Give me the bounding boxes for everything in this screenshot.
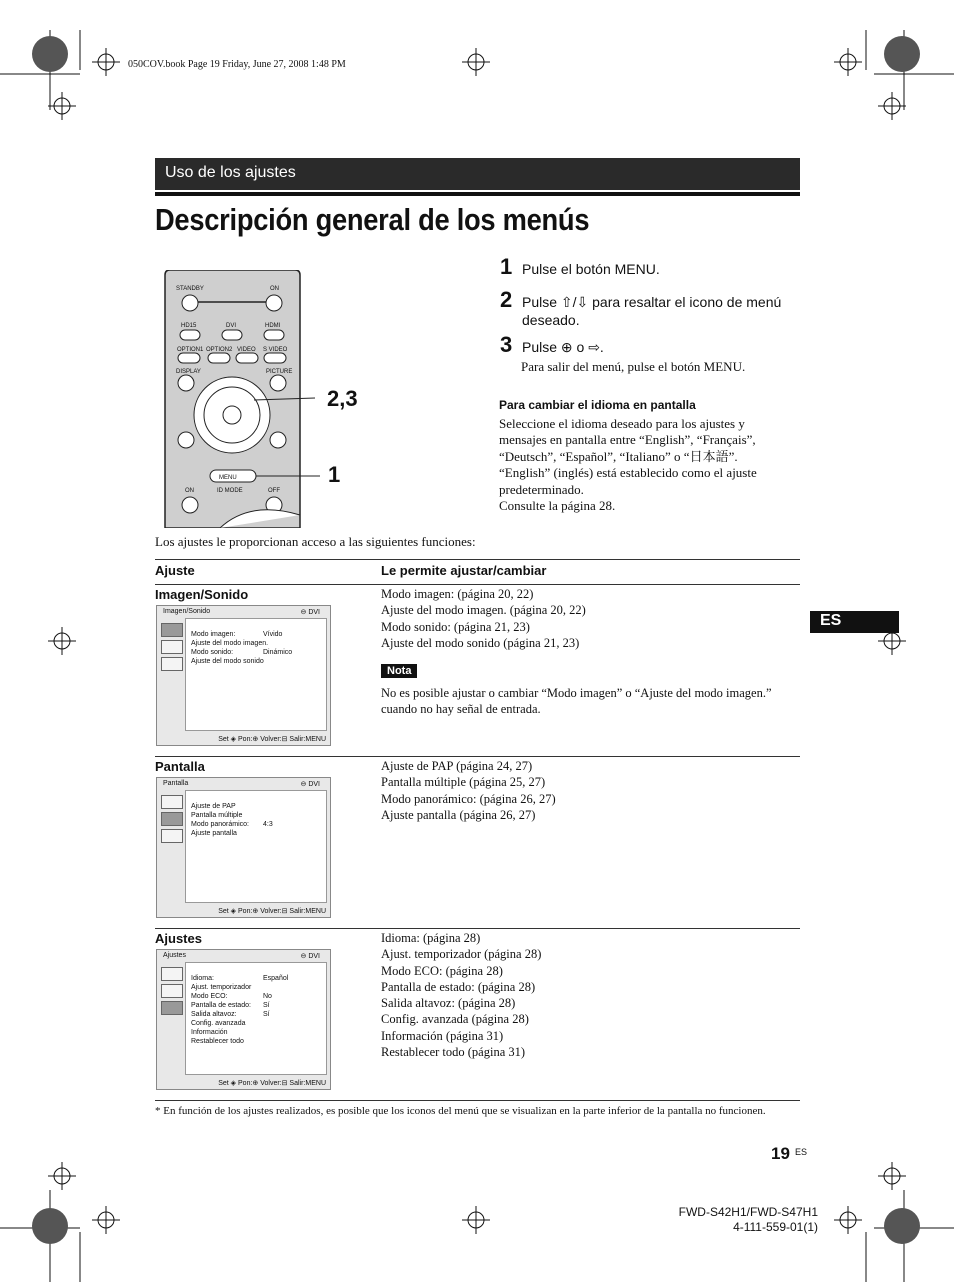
screen-menu-icon [161,984,183,998]
row-items-imagen-sonido: Modo imagen: (página 20, 22) Ajuste del modo imagen. (página 20, 22) Modo sonido: (página 21, 23) Ajuste del modo sonido (página 21, 23) [381,587,586,650]
svg-text:OFF: OFF [268,488,280,494]
section-rule [155,192,800,196]
row-rule-1 [155,756,800,757]
svg-text:HDMI: HDMI [265,323,281,329]
step-2-number: 2 [500,287,513,312]
row-name-ajustes: Ajustes [155,931,202,946]
row-items-ajustes: Idioma: (página 28) Ajust. temporizador (página 28) Modo ECO: (página 28) Pantalla de estado: (página 28) Salida altavoz: (página 28) Config. avanzada (página 28) Información (página 31) Restablecer todo (página 31) [381,931,542,1060]
picture-menu-icon [161,795,183,809]
screen-menu-icon [161,640,183,654]
svg-text:MENU: MENU [219,475,237,481]
language-tab: ES [810,611,899,633]
setup-menu-icon [161,657,183,671]
section-header [155,158,800,190]
picture-menu-icon [161,623,183,637]
svg-text:DVI: DVI [226,323,237,329]
nota-label: Nota [381,664,417,678]
table-bottom-rule [155,1100,800,1101]
menu-screen-imagen-sonido: Imagen/Sonido ⊖ DVI Modo imagen: Vívido Ajuste del modo imagen. Modo sonido: Dinámico Ajuste del modo sonido Set ◈ Pon:⊕ Volver:⊟ Salir:MENU [156,605,331,746]
language-heading: Para cambiar el idioma en pantalla [499,398,696,412]
row-items-pantalla: Ajuste de PAP (página 24, 27) Pantalla múltiple (página 25, 27) Modo panorámico: (página 26, 27) Ajuste pantalla (página 26, 27) [381,759,556,822]
page-title: Descripción general de los menús [155,202,590,237]
setup-menu-icon [161,1001,183,1015]
svg-text:HD15: HD15 [181,323,197,329]
svg-text:OPTION2: OPTION2 [206,347,233,353]
nota-text: No es posible ajustar o cambiar “Modo imagen” o “Ajuste del modo imagen.” cuando no hay señal de entrada. [381,686,772,717]
model-info [670,1205,818,1235]
remote-label-standby: STANDBY [176,286,204,292]
table-intro: Los ajustes le proporcionan acceso a las siguientes funciones: [155,534,476,549]
exit-note: Para salir del menú, pulse el botón MENU. [521,359,746,374]
menu-screen-ajustes: Ajustes ⊖ DVI Idioma: Español Ajust. temporizador Modo ECO: No Pantalla de estado: Sí Salida altavoz: Sí Config. avanzada Información Restablecer todo Set ◈ Pon:⊕ Volver:⊟ Salir:MENU [156,949,331,1090]
table-top-rule [155,559,800,560]
table-header-rule [155,584,800,585]
step-3-number: 3 [500,332,513,357]
svg-text:DISPLAY: DISPLAY [176,369,201,375]
svg-text:OPTION1: OPTION1 [177,347,204,353]
page-number: 19 [771,1144,790,1163]
row-name-imagen-sonido: Imagen/Sonido [155,587,249,602]
callout-step-1: 1 [328,462,341,487]
svg-text:ON: ON [270,286,279,292]
step-1-number: 1 [500,254,513,279]
callout-steps-2-3: 2,3 [327,386,358,411]
row-rule-2 [155,928,800,929]
page-lang: ES [795,1147,808,1157]
footnote: * En función de los ajustes realizados, es posible que los iconos del menú que se visualizan en la parte inferior de la pantalla no funcionen. [155,1105,766,1117]
row-name-pantalla: Pantalla [155,759,205,774]
setup-menu-icon [161,829,183,843]
model-name: FWD-S42H1/FWD-S47H1 [678,1205,818,1219]
menu-screen-pantalla: Pantalla ⊖ DVI Ajuste de PAP Pantalla múltiple Modo panorámico: 4:3 Ajuste pantalla Set ◈ Pon:⊕ Volver:⊟ Salir:MENU [156,777,331,918]
picture-menu-icon [161,967,183,981]
col-header-ajuste: Ajuste [155,563,195,578]
step-1-text: Pulse el botón MENU. [522,261,660,277]
language-text: Seleccione el idioma deseado para los ajustes y mensajes en pantalla entre “English”, “Français”, “Deutsch”, “Español”, “Italiano” o “日本語”. “English” (inglés) está establecido como el ajuste predeterminado. Consulte la página 28. [499,416,757,514]
svg-text:VIDEO: VIDEO [237,347,256,353]
svg-text:ON: ON [185,488,194,494]
svg-text:S VIDEO: S VIDEO [263,347,288,353]
book-info: 050COV.book Page 19 Friday, June 27, 2008 1:48 PM [128,59,346,70]
step-2-text: Pulse ⇧/⇩ para resaltar el icono de menú deseado. [522,294,782,328]
section-label: Uso de los ajustes [165,164,296,181]
svg-text:ID MODE: ID MODE [217,488,243,494]
part-number: 4-111-559-01(1) [733,1220,818,1234]
screen-menu-icon [161,812,183,826]
svg-text:PICTURE: PICTURE [266,369,293,375]
step-3-text: Pulse ⊕ o ⇨. [522,339,604,355]
col-header-permite: Le permite ajustar/cambiar [381,563,547,578]
